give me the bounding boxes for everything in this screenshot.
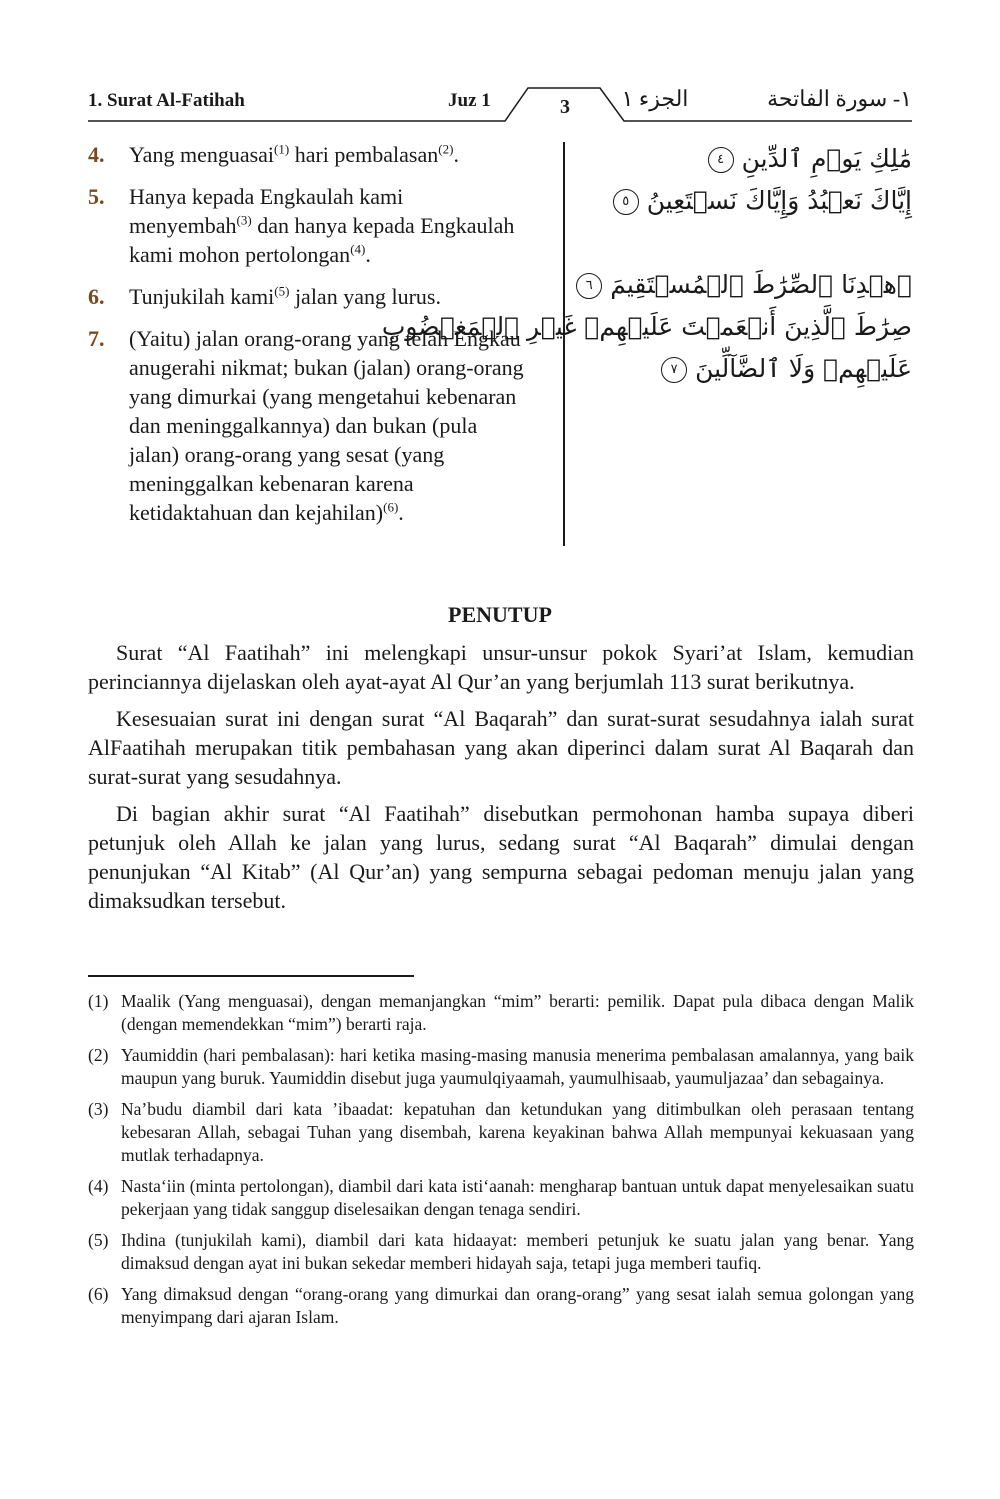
footnote-text: Yaumiddin (hari pembalasan): hari ketika masing-masing manusia menerima pembalasan amalannya, yang baik maupun yang buruk. Yaumiddin disebut juga yaumulqiyaamah, yaumulhisaab, yaumuljazaa’ dan sebagainya. — [121, 1045, 914, 1088]
footnote — [88, 1175, 914, 1221]
footnote — [88, 1229, 914, 1275]
verse-text: (Yaitu) jalan orang-orang yang telah Engkau anugerahi nikmat; bukan (jalan) orang-orang yang dimurkai (yang mengetahui kebenaran dan meninggalkannya) dan bukan (pula jalan) orang-orang yang sesat (yang meninggalkan kebenaran karena ketidaktahuan dan kejahilan)$^{(6)}$. — [129, 326, 524, 525]
ayah-number-marker: ٥ — [613, 189, 639, 215]
ayah-number-marker: ٦ — [576, 273, 602, 299]
footnotes — [88, 990, 914, 1337]
footnote — [88, 1283, 914, 1329]
arabic-line: ٱهۡدِنَا ٱلصِّرَٰطَ ٱلۡمُسۡتَقِيمَ ٦ — [580, 264, 912, 306]
verse-text: Tunjukilah kami$^{(5)}$ jalan yang lurus. — [129, 283, 441, 309]
ayah-number-marker: ٧ — [661, 357, 687, 383]
footnote-text: Ihdina (tunjukilah kami), diambil dari kata hidaayat: memberi petunjuk ke suatu jalan yang benar. Yang dimaksud dengan ayat ini bukan sekedar memberi hidayah saja, tetapi juga memberi taufiq. — [121, 1230, 914, 1273]
closing-body — [88, 638, 914, 923]
header-surah-title: 1. Surat Al-Fatihah — [88, 90, 245, 111]
footnote-rule — [88, 975, 414, 977]
footnote-number: (3) — [88, 1099, 109, 1119]
footnote-ref[interactable]: (1) — [274, 141, 290, 157]
arabic-line: عَلَيۡهِمۡ وَلَا ٱلضَّآلِّينَ ٧ — [580, 348, 912, 390]
footnote-text: Na’budu diambil dari kata ’ibaadat: kepatuhan dan ketundukan yang ditimbulkan oleh perasaan tentang kebesaran Allah, sebagai Tuhan yang disembah, karena keyakinan bahwa Allah mempunyai kekuasaan yang mutlak terhadapnya. — [121, 1099, 914, 1165]
verse-number: 4. — [88, 142, 105, 167]
verse-number: 7. — [88, 326, 105, 351]
footnote-text: Maalik (Yang menguasai), dengan memanjangkan “mim” berarti: pemilik. Dapat pula dibaca dengan Malik (dengan memendekkan “mim”) berarti raja. — [121, 991, 914, 1034]
footnote-text: Yang dimaksud dengan “orang-orang yang dimurkai dan orang-orang” yang sesat ialah semua golongan yang menyimpang dari ajaran Islam. — [121, 1284, 914, 1327]
footnote-number: (2) — [88, 1045, 109, 1065]
verse-text: Yang menguasai$^{(1)}$ hari pembalasan$^{(2)}$. — [129, 141, 459, 167]
paragraph: Di bagian akhir surat “Al Faatihah” disebutkan permohonan hamba supaya diberi petunjuk oleh Allah ke jalan yang lurus, sedang surat “Al Baqarah” dimulai dengan penunjukan “Al Kitab” (Al Qur’an) yang sempurna sebagai pedoman menuju jalan yang dimaksudkan tersebut. — [88, 801, 914, 913]
ayah-number-marker: ٤ — [708, 147, 734, 173]
verse-5 — [88, 182, 528, 269]
footnote-ref[interactable]: (2) — [438, 141, 454, 157]
verse-4 — [88, 140, 528, 169]
footnote — [88, 1098, 914, 1167]
arabic-verses — [381, 138, 912, 390]
footnote-ref[interactable]: (4) — [350, 241, 366, 257]
footnote — [88, 990, 914, 1036]
verse-number: 5. — [88, 184, 105, 209]
section-title: PENUTUP — [448, 602, 552, 627]
page-number: 3 — [560, 96, 570, 118]
header-surah-arabic: ١- سورة الفاتحة — [767, 86, 912, 111]
footnote-number: (1) — [88, 991, 109, 1011]
arabic-spacer — [580, 222, 912, 264]
verse-text: Hanya kepada Engkaulah kami menyembah$^{(3)}$ dan hanya kepada Engkaulah kami mohon pertolongan$^{(4)}$. — [129, 184, 515, 267]
arabic-line: إِيَّاكَ نَعۡبُدُ وَإِيَّاكَ نَسۡتَعِينُ ٥ — [580, 180, 912, 222]
header-juz-arabic: الجزء ١ — [621, 86, 689, 111]
footnote-ref[interactable]: (6) — [383, 499, 399, 515]
footnote-number: (4) — [88, 1176, 109, 1196]
arabic-line: مَٰلِكِ يَوۡمِ ٱلدِّينِ ٤ — [580, 138, 912, 180]
footnote-ref[interactable]: (3) — [236, 212, 252, 228]
footnote — [88, 1044, 914, 1090]
verse-number: 6. — [88, 284, 105, 309]
paragraph: Surat “Al Faatihah” ini melengkapi unsur-unsur pokok Syari’at Islam, kemudian perinciannya dijelaskan oleh ayat-ayat Al Qur’an yang berjumlah 113 surat berikutnya. — [88, 640, 914, 694]
footnote-number: (6) — [88, 1284, 109, 1304]
footnote-number: (5) — [88, 1230, 109, 1250]
header-juz: Juz 1 — [448, 90, 491, 111]
footnote-text: Nasta‘iin (minta pertolongan), diambil dari kata isti‘aanah: mengharap bantuan untuk dapat menyelesaikan suatu pekerjaan yang tidak sanggup diselesaikan dengan tenaga sendiri. — [121, 1176, 914, 1219]
footnote-ref[interactable]: (5) — [274, 283, 290, 299]
paragraph: Kesesuaian surat ini dengan surat “Al Baqarah” dan surat-surat sesudahnya ialah surat AlFaatihah merupakan titik pembahasan yang akan diperinci dalam surat Al Baqarah dan surat-surat yang sesudahnya. — [88, 706, 914, 789]
arabic-line: صِرَٰطَ ٱلَّذِينَ أَنۡعَمۡتَ عَلَيۡهِمۡ غَيۡرِ ٱلۡمَغۡضُوبِ — [381, 312, 912, 341]
verse-7 — [88, 324, 528, 527]
